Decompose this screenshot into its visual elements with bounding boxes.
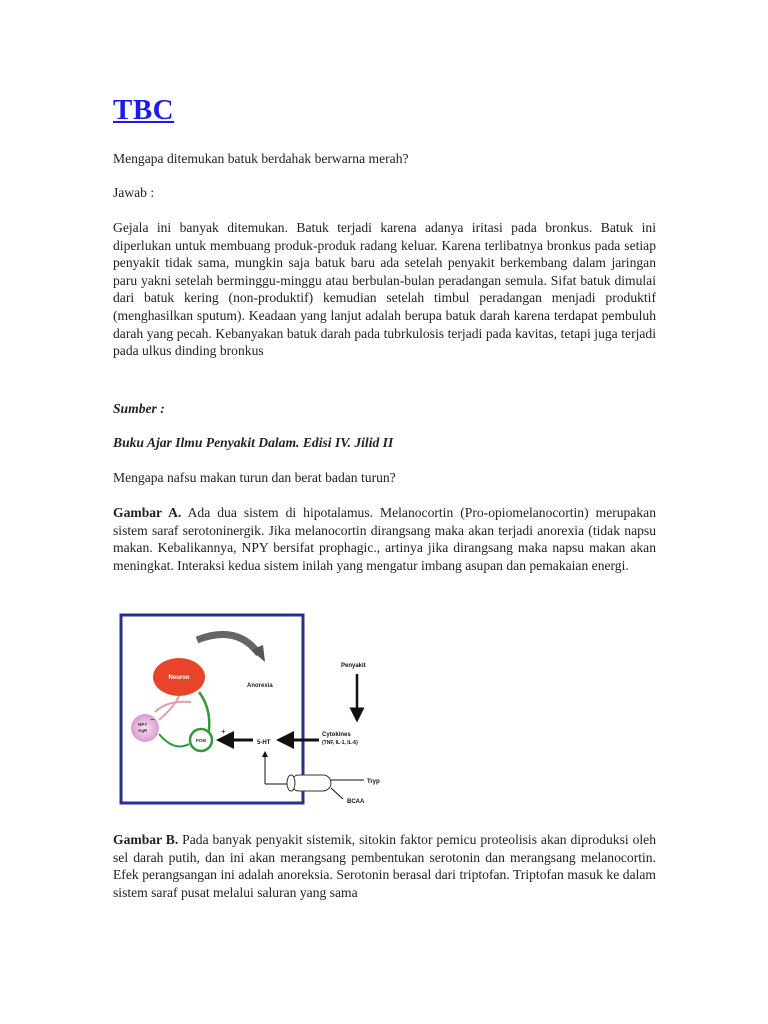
diagram-figure xyxy=(119,612,411,808)
answer-label: Jawab : xyxy=(113,185,155,200)
question-2: Mengapa nafsu makan turun dan berat badan turun? xyxy=(113,470,396,485)
figure-frame xyxy=(121,615,303,803)
ht-label: 5-HT xyxy=(257,740,271,746)
bcaa-line xyxy=(331,788,343,799)
cytokines-label: Cytokines xyxy=(322,732,351,738)
gambar-a-paragraph xyxy=(113,504,656,574)
curve-arrow xyxy=(197,634,259,654)
page-title[interactable]: TBC xyxy=(113,94,175,126)
pom-label: POM xyxy=(195,738,207,743)
gambar-b-label: Gambar B. xyxy=(113,832,179,847)
answer-paragraph: Gejala ini banyak ditemukan. Batuk terjadi karena adanya iritasi pada bronkus. Batuk ini diperlukan untuk membuang produk-produk radang keluar. Karena terlibatnya bronkus pada setiap penyakit tidak sama, mungkin saja batuk baru ada setelah penyakit berkembang dalam jaringan paru yakni setelah berminggu-minggu atau berbulan-bulan peradangan semula. Sifat batuk dimulai dari batuk kering (non-produktif) kemudian setelah timbul peradangan menjadi produktif (menghasilkan sputum). Keadaan yang lanjut adalah berupa batuk darah karena terdapat pembuluh darah yang pecah. Kebanyakan batuk darah pada tubrkulosis terjadi pada kavitas, tetapi juga terjadi pada ulkus dinding bronkus xyxy=(113,220,656,359)
anorexia-label: Anorexia xyxy=(247,683,273,689)
pink-line-1 xyxy=(159,696,179,720)
plus-sign: + xyxy=(221,727,226,736)
cytokines-sub: (TNF, IL-1, IL-6) xyxy=(322,740,358,746)
bcaa-label: BCAA xyxy=(347,799,365,805)
question-1: Mengapa ditemukan batuk berdahak berwarna merah? xyxy=(113,151,409,166)
tryp-label: Tryp xyxy=(367,779,380,785)
source-book: Buku Ajar Ilmu Penyakit Dalam. Edisi IV. Jilid II xyxy=(113,435,394,450)
npy-label-2: AgR xyxy=(138,728,148,733)
npy-label-1: NPY xyxy=(138,722,148,727)
channel-end xyxy=(287,775,295,791)
gambar-b-text: Pada banyak penyakit sistemik, sitokin faktor pemicu proteolisis akan diproduksi oleh sel darah putih, dan ini akan merangsang pembentukan serotonin dan merangsang melanocortin. Efek perangsangan ini adalah anoreksia. Serotonin berasal dari triptofan. Triptofan masuk ke dalam sistem saraf pusat melalui saluran yang sama xyxy=(113,832,656,900)
penyakit-label: Penyakit xyxy=(341,663,366,669)
neuron-label: Neuron xyxy=(168,675,190,681)
channel-tube xyxy=(291,775,331,791)
gambar-a-label: Gambar A. xyxy=(113,505,182,520)
minus-sign: − xyxy=(150,715,155,724)
gambar-b-paragraph xyxy=(113,831,656,901)
green-link xyxy=(159,734,189,746)
source-label: Sumber : xyxy=(113,401,165,416)
gambar-a-text: Ada dua sistem di hipotalamus. Melanocortin (Pro-opiomelanocortin) merupakan sistem saraf serotoninergik. Jika melanocortin dirangsang maka akan terjadi anorexia (tidak napsu makan. Kebalikannya, NPY bersifat prophagic., artinya jika dirangsang maka napsu makan akan meningkat. Interaksi kedua sistem inilah yang mengatur imbang asupan dan pemakaian energi. xyxy=(113,505,657,573)
